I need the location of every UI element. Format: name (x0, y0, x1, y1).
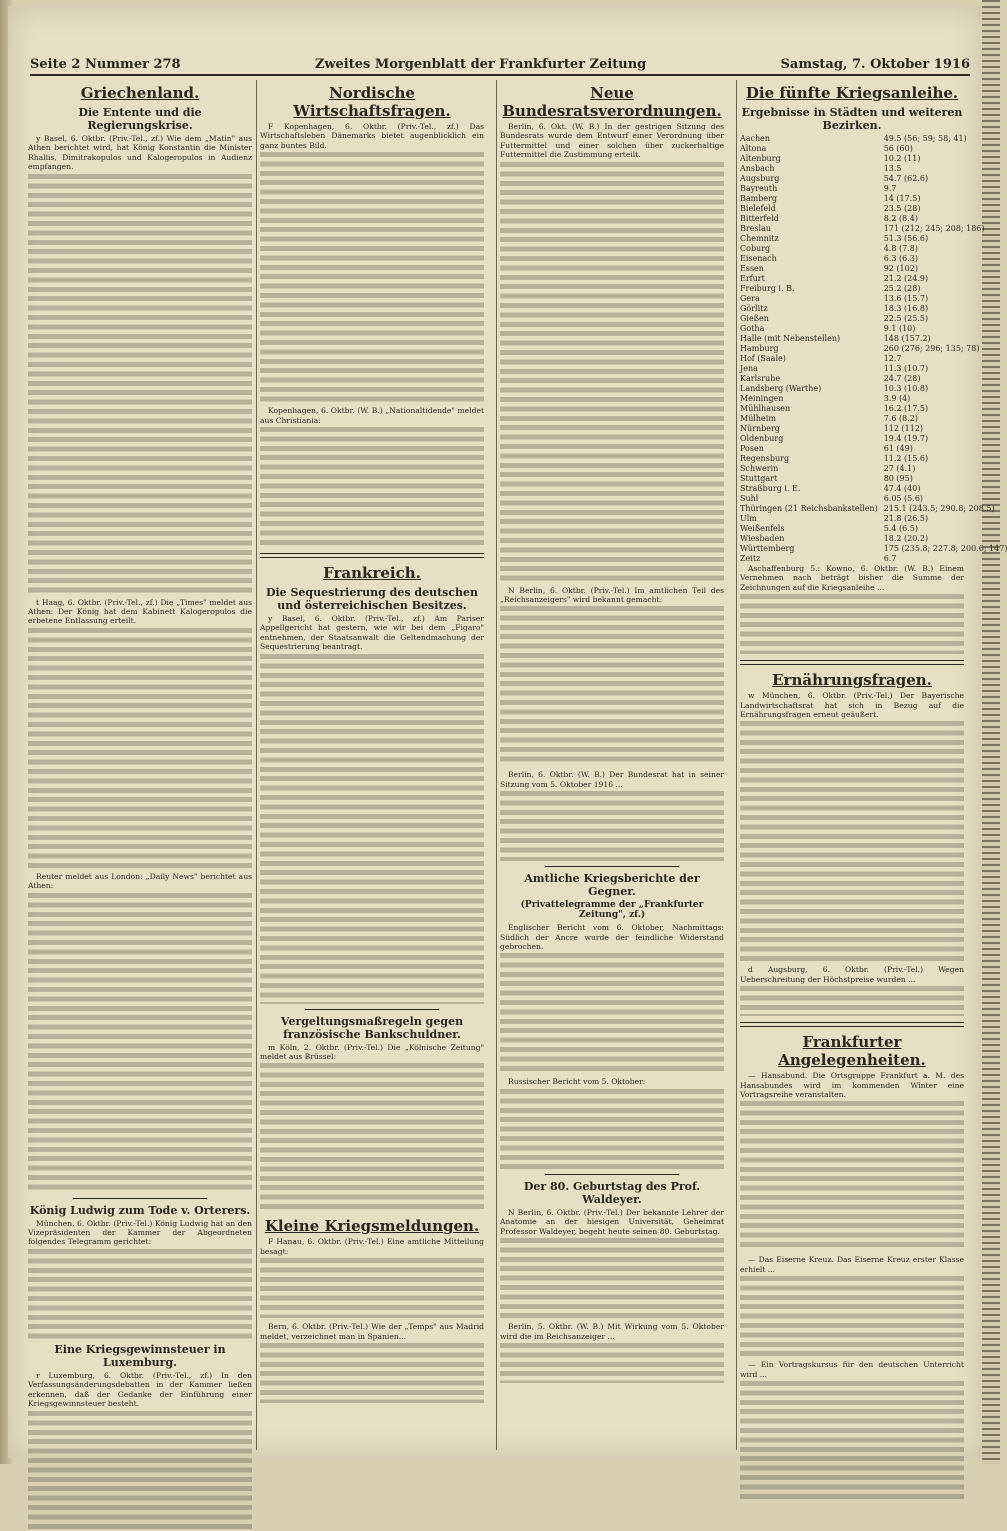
loan-row (740, 234, 1007, 244)
separator (305, 1009, 439, 1010)
loan-amount: 8.2 (8.4) (883, 214, 918, 223)
loan-row (740, 434, 1007, 444)
loan-amount: 92 (102) (883, 264, 918, 273)
article-paragraph: y Basel, 6. Oktbr. (Priv.-Tel., zf.) Am Pariser Appellgericht hat gestern, wie wir bei dem „Figaro" entnehmen, der Staatsanwalt die Geltendmachung der Sequestrierung beantragt. (260, 614, 484, 652)
loan-city: Halle (mit Nebenstellen) (740, 334, 841, 343)
column-3 (500, 80, 724, 1450)
loan-row (740, 474, 1007, 484)
loan-amount: 18.3 (16.8) (883, 304, 929, 313)
loan-amount: 260 (276; 296; 135; 78) (883, 344, 980, 353)
article-paragraph: r Luxemburg, 6. Oktbr. (Priv.-Tel., zf.) In den Verfassungsänderungsdebatten in der Kammer ließen erkennen, daß der Gedanke der Einführung einer Kriegsgewinnsteuer besteht. (28, 1370, 252, 1409)
loan-row (740, 454, 1007, 464)
article-paragraph: d Augsburg, 6. Oktbr. (Priv.-Tel.) Wegen Ueberschreitung der Höchstpreise wurden ... (740, 965, 964, 984)
loan-city: Regensburg (740, 454, 790, 463)
loan-amount: 22.5 (25.5) (883, 314, 929, 323)
page-number: Seite 2 Nummer 278 (30, 56, 181, 72)
loan-amount: 13.5 (883, 164, 902, 173)
loan-city: Schwerin (740, 464, 779, 473)
article-body-text (260, 654, 484, 1004)
loan-row (740, 154, 1007, 164)
article-paragraph: m Köln, 2. Oktbr. (Priv.-Tel.) Die „Kölnische Zeitung" meldet aus Brüssel: (260, 1042, 484, 1062)
headline-kriegsgewinnsteuer: Eine Kriegsgewinnsteuer in Luxemburg. (54, 1342, 226, 1369)
loan-city: Ulm (740, 514, 757, 523)
double-rule (260, 553, 484, 558)
loan-city: Altenburg (740, 154, 781, 163)
headline-koenig-ludwig: König Ludwig zum Tode v. Orterers. (29, 1203, 251, 1217)
loan-row (740, 374, 1007, 384)
article-body-text (500, 791, 724, 861)
column-4 (740, 80, 1007, 1450)
loan-city: Gotha (740, 324, 765, 333)
article-paragraph: Kopenhagen, 6. Oktbr. (W. B.) „Nationaltidende" meldet aus Christiania: (260, 406, 484, 425)
loan-amount: 24.7 (28) (883, 374, 921, 383)
loan-row (740, 174, 1007, 184)
article-paragraph: Reuter meldet aus London: „Daily News" berichtet aus Athen: (28, 871, 252, 891)
loan-row (740, 204, 1007, 214)
loan-row (740, 524, 1007, 534)
article-paragraph: N Berlin, 6. Oktbr. (Priv.-Tel.) Im amtlichen Teil des „Reichsanzeigers" wird bekannt gemacht: (500, 585, 724, 605)
article-body-text (740, 1381, 964, 1501)
loan-amount: 54.7 (62.6) (883, 174, 929, 183)
article-paragraph: y Basel, 6. Oktbr. (Priv.-Tel., zf.) Wie dem „Matin" aus Athen berichtet wird, hat König Konstantin die Minister Rhallis, Dimitrakopulos und Kalogeropulos in Audienz empfangen. (28, 134, 252, 172)
loan-amount: 56 (60) (883, 144, 913, 153)
loan-row (740, 354, 1007, 364)
loan-amount: 14 (17.5) (883, 194, 921, 203)
loan-city: Straßburg i. E. (740, 484, 801, 493)
article-body-text (260, 1258, 484, 1318)
loan-city: Suhl (740, 494, 759, 503)
loan-amount: 25.2 (28) (883, 284, 921, 293)
loan-amount: 11.3 (10.7) (883, 364, 929, 373)
headline-amtliche-kriegsberichte: Amtliche Kriegsberichte der Gegner. (524, 872, 700, 899)
loan-city: Augsburg (740, 174, 780, 183)
headline-griechenland: Griechenland. (80, 84, 200, 102)
loan-city: Ansbach (740, 164, 775, 173)
article-paragraph: Englischer Bericht vom 6. Oktober, Nachmittags: Südlich der Ancre wurde der feindliche Widerstand gebrochen. (500, 923, 724, 952)
loan-row (740, 344, 1007, 354)
headline-frankfurter-angelegenheiten: Frankfurter Angelegenheiten. (778, 1033, 926, 1070)
loan-row (740, 144, 1007, 154)
loan-city: Gera (740, 294, 760, 303)
loan-amount: 13.6 (15.7) (883, 294, 929, 303)
loan-city: Mülheim (740, 414, 776, 423)
article-body-text (500, 1089, 724, 1169)
loan-city: Thüringen (21 Reichsbankstellen) (740, 504, 878, 513)
loan-row (740, 134, 1007, 144)
loan-row (740, 424, 1007, 434)
loan-amount: 47.4 (40) (883, 484, 921, 493)
article-body-text (740, 721, 964, 961)
loan-city: Freiburg i. B. (740, 284, 795, 293)
loan-city: Görlitz (740, 304, 768, 313)
loan-row (740, 414, 1007, 424)
loan-city: Altona (740, 144, 767, 153)
article-paragraph: Aschaffenburg 5.: Kowno, 6. Oktbr. (W. B.) Einem Vernehmen nach beträgt bisher die Summe der Zeichnungen auf die Kriegsanleihe ... (740, 564, 964, 592)
loan-city: Stuttgart (740, 474, 778, 483)
loan-city: Karlsruhe (740, 374, 781, 383)
article-body-text (28, 628, 252, 868)
loan-city: Breslau (740, 224, 772, 233)
loan-row (740, 404, 1007, 414)
article-paragraph: Berlin, 6. Oktbr. (W. B.) Der Bundesrat hat in seiner Sitzung vom 5. Oktober 1916 ... (500, 770, 724, 789)
column-rule (496, 80, 497, 1450)
article-paragraph: — Hansabund. Die Ortsgruppe Frankfurt a. M. des Hansabundes wird im kommenden Winter eine Vortragsreihe veranstalten. (740, 1071, 964, 1100)
column-rule (736, 80, 737, 1450)
headline-ernaehrungsfragen: Ernährungsfragen. (772, 671, 932, 690)
article-paragraph: Berlin, 6. Okt. (W. B.) In der gestrigen Sitzung des Bundesrats wurde dem Entwurf einer Verordnung über Futtermittel und einer solchen über zuckerhaltige Futtermittel die Zustimmung erteilt. (500, 122, 724, 160)
article-body-text (28, 1411, 252, 1531)
article-body-text (28, 174, 252, 594)
loan-row (740, 254, 1007, 264)
loan-amount: 12.7 (883, 354, 902, 363)
loan-row (740, 364, 1007, 374)
headline-kriegsanleihe: Die fünfte Kriegsanleihe. (745, 84, 959, 102)
loan-amount: 6.7 (883, 554, 897, 563)
loan-amount: 19.4 (19.7) (883, 434, 929, 443)
article-body-text (28, 893, 252, 1193)
article-body-text (28, 1249, 252, 1339)
article-body-text (500, 1343, 724, 1383)
loan-city: Posen (740, 444, 764, 453)
loan-amount: 61 (49) (883, 444, 913, 453)
article-paragraph: F Hanau, 6. Oktbr. (Priv.-Tel.) Eine amtliche Mitteilung besagt: (260, 1237, 484, 1256)
loan-city: Bitterfeld (740, 214, 779, 223)
loan-row (740, 324, 1007, 334)
loan-row (740, 334, 1007, 344)
headline-frankreich: Frankreich. (323, 564, 421, 583)
loan-amount: 51.3 (56.6) (883, 234, 929, 243)
loan-city: Mühlhausen (740, 404, 791, 413)
column-2 (260, 80, 484, 1450)
loan-row (740, 244, 1007, 254)
headline-vergeltungsmassregeln: Vergeltungsmaßregeln gegen französische Bankschuldner. (280, 1014, 464, 1041)
loan-amount: 23.5 (28) (883, 204, 921, 213)
article-body-text (500, 1238, 724, 1318)
loan-row (740, 464, 1007, 474)
paper-title: Zweites Morgenblatt der Frankfurter Zeitung (314, 56, 647, 72)
loan-amount: 9.7 (883, 184, 897, 193)
article-paragraph: Russischer Bericht vom 5. Oktober: (508, 1077, 646, 1087)
loan-row (740, 384, 1007, 394)
column-1 (28, 80, 252, 1450)
loan-row (740, 164, 1007, 174)
article-paragraph: — Das Eiserne Kreuz. Das Eiserne Kreuz erster Klasse erhielt ... (740, 1255, 964, 1274)
loan-amount: 148 (157.2) (883, 334, 931, 343)
article-body-text (500, 606, 724, 766)
loan-amount: 18.2 (20.2) (883, 534, 929, 543)
loan-row (740, 494, 1007, 504)
subheadline-ergebnisse: Ergebnisse in Städten und weiteren Bezirken. (741, 106, 963, 132)
loan-city: Bayreuth (740, 184, 778, 193)
loan-city: Bielefeld (740, 204, 776, 213)
loan-city: Wiesbaden (740, 534, 785, 543)
article-body-text (260, 1063, 484, 1213)
subheadline-sequestrierung: Die Sequestrierung des deutschen und österreichischen Besitzes. (265, 586, 479, 613)
article-body-text (500, 162, 724, 582)
loan-city: Weißenfels (740, 524, 785, 533)
loan-row (740, 504, 1007, 514)
article-body-text (740, 1101, 964, 1251)
loan-city: Coburg (740, 244, 771, 253)
loan-city: Landsberg (Warthe) (740, 384, 822, 393)
article-paragraph: w München, 6. Oktbr. (Priv.-Tel.) Der Bayerische Landwirtschaftsrat hat sich in Bezug auf die Ernährungsfragen erneut geäußert. (740, 691, 964, 720)
loan-row (740, 554, 1007, 564)
headline-waldeyer: Der 80. Geburtstag des Prof. Waldeyer. (523, 1179, 701, 1206)
loan-row (740, 304, 1007, 314)
loan-amount: 21.2 (24.9) (883, 274, 929, 283)
article-paragraph: t Haag, 6. Oktbr. (Priv.-Tel., zf.) Die „Times" meldet aus Athen: Der König hat dem Kabinett Kalogeropulos die erbetene Entlassung erteilt. (28, 597, 252, 626)
loan-city: Zeitz (740, 554, 761, 563)
loan-row (740, 184, 1007, 194)
loan-city: Hof (Saale) (740, 354, 786, 363)
loan-amount: 9.1 (10) (883, 324, 916, 333)
loan-city: Eisenach (740, 254, 777, 263)
loan-city: Essen (740, 264, 764, 273)
loan-city: Württemberg (740, 544, 795, 553)
loan-row (740, 314, 1007, 324)
separator (545, 1174, 679, 1175)
loan-row (740, 284, 1007, 294)
double-rule (740, 1022, 964, 1027)
loan-amount: 27 (4.1) (883, 464, 916, 473)
loan-city: Chemnitz (740, 234, 779, 243)
article-body-text (260, 1343, 484, 1403)
loan-row (740, 484, 1007, 494)
loan-row (740, 274, 1007, 284)
loan-city: Gießen (740, 314, 769, 323)
loan-row (740, 294, 1007, 304)
loan-amount: 4.8 (7.8) (883, 244, 918, 253)
loan-amount: 21.8 (26.5) (883, 514, 929, 523)
loan-amount: 11.2 (15.6) (883, 454, 929, 463)
article-paragraph: — Ein Vortragskursus für den deutschen Unterricht wird ... (740, 1360, 964, 1379)
article-body-text (260, 152, 484, 402)
headline-kleine-kriegsmeldungen: Kleine Kriegsmeldungen. (264, 1217, 480, 1236)
article-body-text (740, 1276, 964, 1356)
loan-row (740, 514, 1007, 524)
headline-bundesratsverordnungen: Neue Bundesratsverordnungen. (502, 84, 722, 120)
separator (73, 1198, 207, 1199)
loan-row (740, 444, 1007, 454)
loan-amount: 6.3 (6.3) (883, 254, 918, 263)
loan-amount: 3.9 (4) (883, 394, 911, 403)
loan-amount: 171 (212; 245; 208; 186) (883, 224, 985, 233)
article-paragraph: München, 6. Oktbr. (Priv.-Tel.) König Ludwig hat an den Vizepräsidenten der Kammer der Abgeordneten folgendes Telegramm gerichtet: (28, 1218, 252, 1247)
loan-row (740, 214, 1007, 224)
column-rule (256, 80, 257, 1450)
loan-amount: 10.3 (10.8) (883, 384, 929, 393)
article-body-text (740, 986, 964, 1016)
article-body-text (260, 427, 484, 547)
loan-amount: 175 (235.8; 227.8; 200.6; 147) (883, 544, 1007, 553)
loan-row (740, 194, 1007, 204)
article-paragraph: Bern, 6. Oktbr. (Priv.-Tel.) Wie der „Temps" aus Madrid meldet, verzeichnet man in Spanien... (260, 1322, 484, 1341)
article-body-text (740, 594, 964, 654)
subheadline-privattelegramme: (Privattelegramme der „Frankfurter Zeitung", zf.) (520, 900, 704, 921)
issue-date: Samstag, 7. Oktober 1916 (780, 56, 970, 72)
loan-amount: 10.2 (11) (883, 154, 921, 163)
loan-amount: 16.2 (17.5) (883, 404, 929, 413)
article-paragraph: F Kopenhagen, 6. Oktbr. (Priv.-Tel., zf.) Das Wirtschaftsleben Dänemarks bietet augenblicklich ein ganz buntes Bild. (260, 122, 484, 150)
loan-row (740, 264, 1007, 274)
article-paragraph: Berlin, 5. Oktbr. (W. B.) Mit Wirkung vom 5. Oktober wird die im Reichsanzeiger ... (500, 1322, 724, 1341)
loan-city: Erfurt (740, 274, 765, 283)
loan-row (740, 394, 1007, 404)
loan-amount: 5.4 (6.5) (883, 524, 918, 533)
loan-city: Oldenburg (740, 434, 784, 443)
loan-city: Nürnberg (740, 424, 780, 433)
loan-row (740, 224, 1007, 234)
double-rule (740, 660, 964, 665)
loan-city: Aachen (740, 134, 771, 143)
article-paragraph: N Berlin, 6. Oktbr. (Priv.-Tel.) Der bekannte Lehrer der Anatomie an der hiesigen Universität, Geheimrat Professor Waldeyer, begeht heute seinen 80. Geburtstag. (500, 1207, 724, 1236)
loan-amount: 6.05 (5.6) (883, 494, 924, 503)
headline-nordische-wirtschaftsfragen: Nordische Wirtschaftsfragen. (293, 84, 451, 120)
loan-results-table (740, 134, 1007, 564)
loan-city: Jena (740, 364, 758, 373)
loan-city: Bamberg (740, 194, 778, 203)
loan-row (740, 534, 1007, 544)
subheadline-regierungskrise: Die Entente und die Regierungskrise. (78, 106, 202, 132)
loan-amount: 215.1 (243.5; 290.8; 208.5) (883, 504, 995, 513)
loan-row (740, 544, 1007, 554)
loan-amount: 112 (112) (883, 424, 924, 433)
loan-city: Hamburg (740, 344, 779, 353)
loan-amount: 7.6 (8.2) (883, 414, 918, 423)
masthead (30, 54, 970, 76)
separator (545, 866, 679, 867)
loan-city: Meiningen (740, 394, 784, 403)
loan-amount: 49.5 (56; 59; 58; 41) (883, 134, 967, 143)
loan-amount: 80 (95) (883, 474, 913, 483)
article-body-text (500, 953, 724, 1073)
